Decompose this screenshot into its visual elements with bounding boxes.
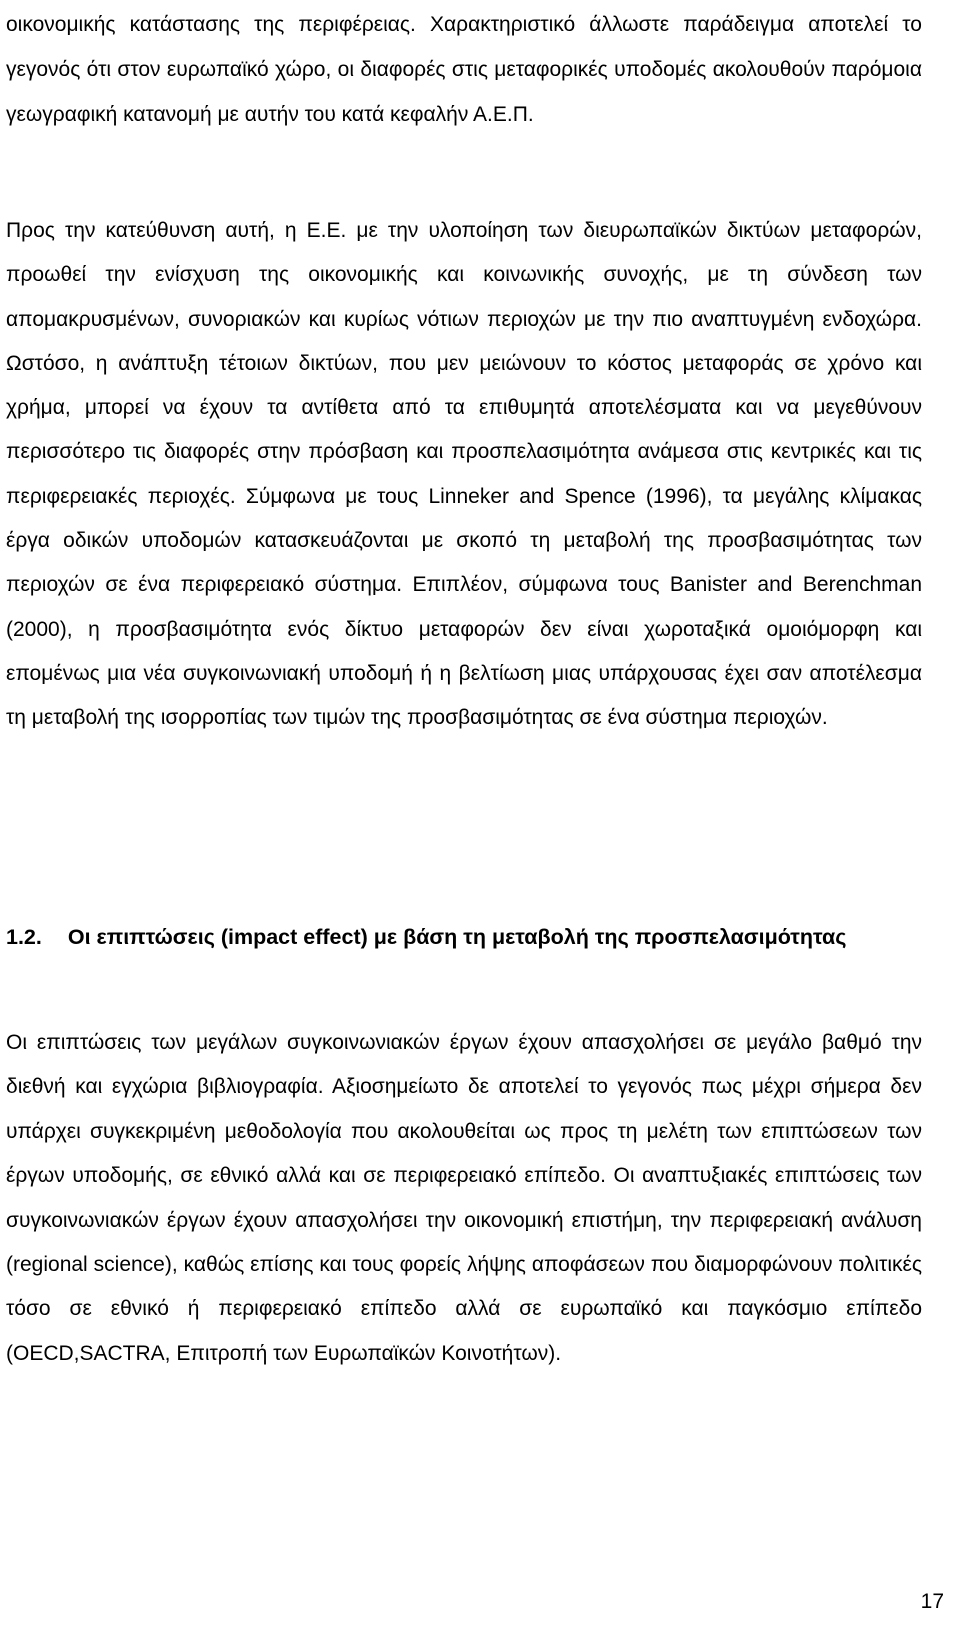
section-title: Οι επιπτώσεις (impact effect) με βάση τη μεταβολή της προσπελασιμότητας bbox=[67, 925, 847, 949]
section-number: 1.2. bbox=[6, 925, 42, 949]
page-number: 17 bbox=[920, 1590, 944, 1613]
paragraph-economic-condition: οικονομικής κατάστασης της περιφέρειας. Χαρακτηριστικό άλλωστε παράδειγμα αποτελεί το γεγονός ότι στον ευρωπαϊκό χώρο, οι διαφορές στις μεταφορικές υποδομές ακολουθούν παρόμοια γεωγραφική κατανομή με αυτήν του κατά κεφαλήν Α.Ε.Π. bbox=[6, 13, 922, 126]
paragraph-impact-effects: Οι επιπτώσεις των μεγάλων συγκοινωνιακών έργων έχουν απασχολήσει σε μεγάλο βαθμό την διεθνή και εγχώρια βιβλιογραφία. Αξιοσημείωτο δε αποτελεί το γεγονός πως μέχρι σήμερα δεν υπάρχει συγκεκριμένη μεθοδολογία που ακολουθείται ως προς τη μελέτη των επιπτώσεων των έργων υποδομής, σε εθνικό αλλά και σε περιφερειακό επίπεδο. Οι αναπτυξιακές επιπτώσεις των συγκοινωνιακών έργων έχουν απασχολήσει την οικονομική επιστήμη, την περιφερειακή ανάλυση (regional science), καθώς επίσης και τους φορείς λήψης αποφάσεων που διαμορφώνουν πολιτικές τόσο σε εθνικό ή περιφερειακό επίπεδο αλλά σε ευρωπαϊκό και παγκόσμιο επίπεδο (OECD,SACTRA, Επιτροπή των Ευρωπαϊκών Κοινοτήτων). bbox=[6, 1031, 922, 1365]
paragraph-trans-european-networks: Προς την κατεύθυνση αυτή, η Ε.Ε. με την υλοποίηση των διευρωπαϊκών δικτύων μεταφορών, προωθεί την ενίσχυση της οικονομικής και κοινωνικής συνοχής, με τη σύνδεση των απομακρυσμένων, συνοριακών και κυρίως νότιων περιοχών με την πιο αναπτυγμένη ενδοχώρα. Ωστόσο, η ανάπτυξη τέτοιων δικτύων, που μεν μειώνουν το κόστος μεταφοράς σε χρόνο και χρήμα, μπορεί να έχουν τα αντίθετα από τα επιθυμητά αποτελέσματα και να μεγεθύνουν περισσότερο τις διαφορές στην πρόσβαση και προσπελασιμότητα ανάμεσα στις κεντρικές και τις περιφερειακές περιοχές. Σύμφωνα με τους Linneker and Spence (1996), τα μεγάλης κλίμακας έργα οδικών υποδομών κατασκευάζονται με σκοπό τη μεταβολή της προσβασιμότητας των περιοχών σε ένα περιφερειακό σύστημα. Επιπλέον, σύμφωνα τους Banister and Berenchman (2000), η προσβασιμότητα ενός δίκτυο μεταφορών δεν είναι χωροταξικά ομοιόμορφη και επομένως μια νέα συγκοινωνιακή υποδομή ή η βελτίωση μιας υπάρχουσας έχει σαν αποτέλεσμα τη μεταβολή της ισορροπίας των τιμών της προσβασιμότητας σε ένα σύστημα περιοχών. bbox=[6, 219, 922, 730]
section-heading bbox=[6, 913, 922, 961]
